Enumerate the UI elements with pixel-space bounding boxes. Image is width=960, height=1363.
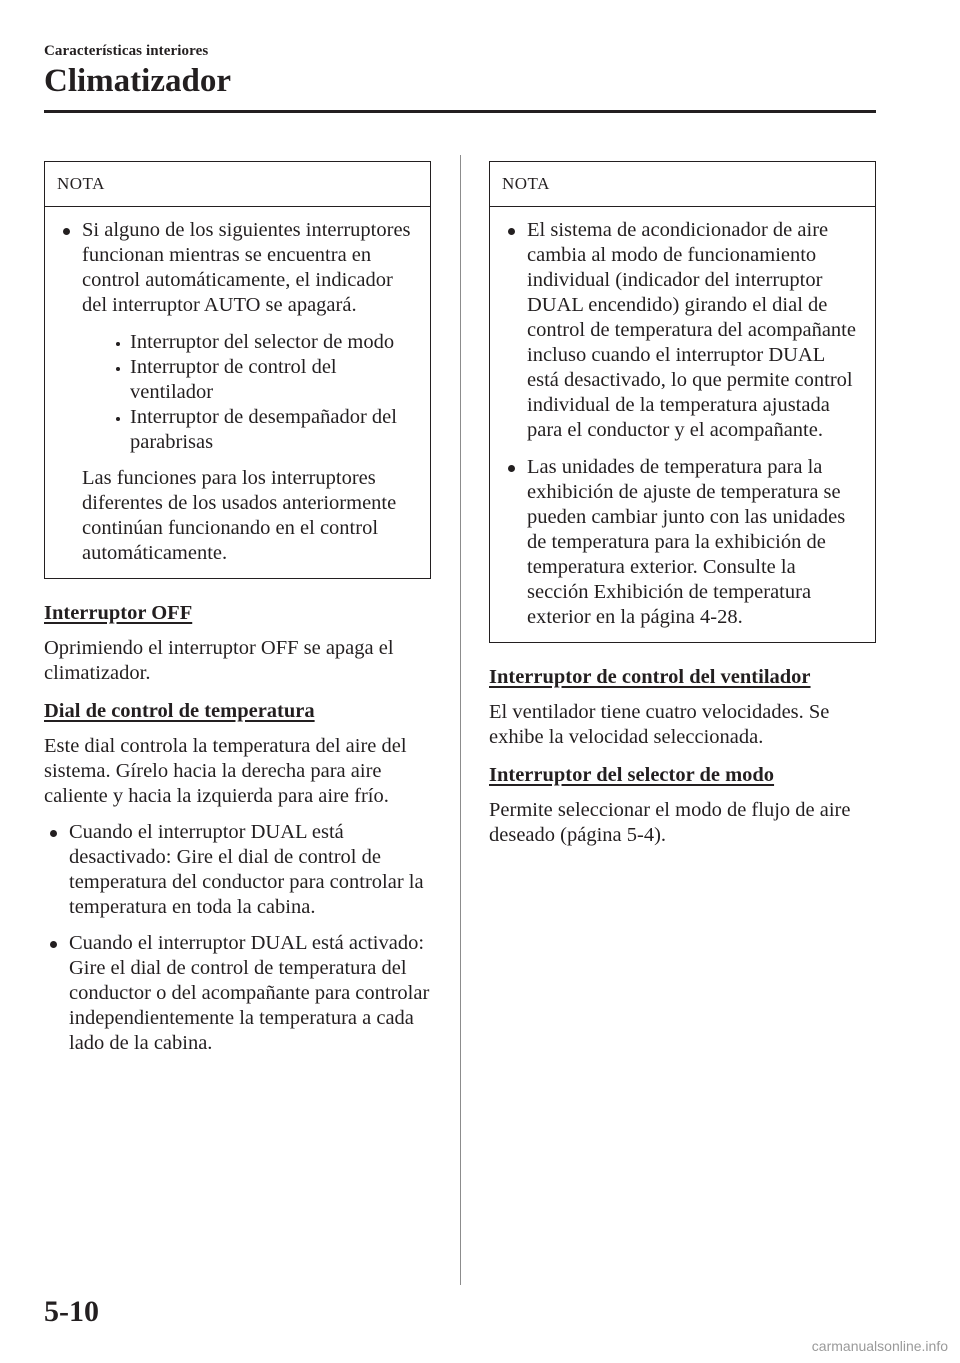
fan-control-text: El ventilador tiene cuatro velocidades. Se exhibe la velocidad seleccionada. <box>489 701 830 748</box>
note-body <box>45 207 430 578</box>
note-subitem: Interruptor del selector de modo <box>107 330 416 355</box>
column-divider <box>460 155 461 1285</box>
temperature-bullet: Cuando el interruptor DUAL está desactivado: Gire el dial de control de temperatura del conductor para controlar la temperatura en toda la cabina. <box>44 820 431 920</box>
note-bullet <box>57 218 416 566</box>
bullet-dot-icon <box>508 465 515 472</box>
temperature-dial-text: Este dial controla la temperatura del aire del sistema. Gírelo hacia la derecha para aire caliente y hacia la izquierda para aire frío. <box>44 735 407 807</box>
note-heading: NOTA <box>45 162 430 207</box>
note-heading: NOTA <box>490 162 875 207</box>
mode-selector-text: Permite seleccionar el modo de flujo de aire deseado (página 5-4). <box>489 799 851 846</box>
note-bullet: El sistema de acondicionador de aire cambia al modo de funcionamiento individual (indicador del interruptor DUAL encendido) girando el dial de control de temperatura del acompañante incluso cuando el interruptor DUAL está desactivado, lo que permite control individual de la temperatura ajustada para el conductor y el acompañante. <box>502 218 861 443</box>
sub-bullet-icon <box>116 367 120 371</box>
note-subitem: Interruptor de control del ventilador <box>107 355 416 405</box>
sub-bullet-icon <box>116 342 120 346</box>
heading-off-switch: Interruptor OFF <box>44 602 193 624</box>
note-bullet-text: Si alguno de los siguientes interruptores funcionan mientras se encuentra en control automáticamente, el indicador del interruptor AUTO se apagará. <box>82 219 411 316</box>
title-rule <box>44 110 876 113</box>
off-switch-text: Oprimiendo el interruptor OFF se apaga el climatizador. <box>44 637 394 684</box>
sub-bullet-icon <box>116 417 120 421</box>
note-box <box>44 161 431 579</box>
page-title: Climatizador <box>44 63 231 99</box>
bullet-dot-icon <box>63 228 70 235</box>
bullet-dot-icon <box>50 830 57 837</box>
note-subitem: Interruptor de desempañador del parabrisas <box>107 405 416 455</box>
bullet-dot-icon <box>50 941 57 948</box>
page-number: 5-10 <box>44 1295 99 1328</box>
note-paragraph: Las funciones para los interruptores diferentes de los usados anteriormente continúan funcionando en el control automáticamente. <box>82 467 397 564</box>
left-column <box>44 161 431 1056</box>
heading-fan-control: Interruptor de control del ventilador <box>489 666 811 688</box>
note-sublist <box>82 330 416 455</box>
note-body <box>490 207 875 642</box>
temperature-bullet: Cuando el interruptor DUAL está activado: Gire el dial de control de temperatura del conductor o del acompañante para controlar independientemente la temperatura a cada lado de la cabina. <box>44 931 431 1056</box>
bullet-dot-icon <box>508 228 515 235</box>
right-column <box>489 161 876 848</box>
heading-mode-selector: Interruptor del selector de modo <box>489 764 775 786</box>
watermark: carmanualsonline.info <box>811 1338 948 1354</box>
note-box <box>489 161 876 643</box>
section-label: Características interiores <box>44 43 209 59</box>
note-bullet: Las unidades de temperatura para la exhibición de ajuste de temperatura se pueden cambiar junto con las unidades de temperatura para la exhibición de temperatura exterior. Consulte la sección Exhibición de temperatura exterior en la página 4-28. <box>502 455 861 630</box>
heading-temperature-dial: Dial de control de temperatura <box>44 700 315 722</box>
